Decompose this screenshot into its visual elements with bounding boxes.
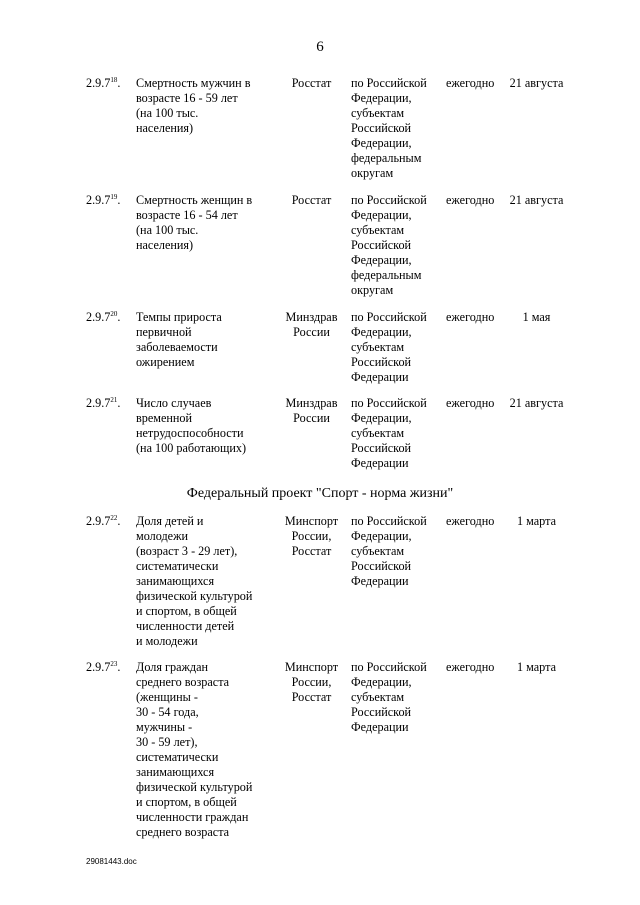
indicator-name: Темпы прироста первичной заболеваемости ожирением xyxy=(136,310,222,369)
indicator-footnote-index: 20 xyxy=(110,310,118,318)
frequency: ежегодно xyxy=(446,396,495,410)
frequency: ежегодно xyxy=(446,193,495,207)
data-source: Минздрав России xyxy=(285,310,338,339)
indicator-number: 2.9.7$^{21}$. xyxy=(86,396,121,410)
indicator-name: Смертность мужчин в возрасте 16 - 59 лет (на 100 тыс. населения) xyxy=(136,76,251,135)
indicator-name: Смертность женщин в возрасте 16 - 54 лет (на 100 тыс. населения) xyxy=(136,193,253,252)
submission-date: 21 августа xyxy=(509,193,564,207)
disaggregation-level: по Российской Федерации, субъектам Российской Федерации, федеральным округам xyxy=(351,193,427,297)
disaggregation-level: по Российской Федерации, субъектам Российской Федерации xyxy=(351,396,427,470)
frequency: ежегодно xyxy=(446,660,495,674)
indicator-footnote-index: 23 xyxy=(110,660,118,668)
indicator-number: 2.9.7$^{23}$. xyxy=(86,660,121,674)
frequency: ежегодно xyxy=(446,514,495,528)
indicator-name: Доля граждан среднего возраста (женщины - 30 - 54 года, мужчины - 30 - 59 лет), систематически занимающихся физической культурой и спортом, в общей численности граждан среднего возраста xyxy=(136,660,253,839)
indicator-footnote-index: 22 xyxy=(110,514,118,522)
document-footer: 29081443.doc xyxy=(86,857,137,866)
disaggregation-level: по Российской Федерации, субъектам Российской Федерации xyxy=(351,660,427,734)
submission-date: 21 августа xyxy=(509,396,564,410)
submission-date: 1 мая xyxy=(522,310,551,324)
indicator-name: Доля детей и молодежи (возраст 3 - 29 лет), систематически занимающихся физической культурой и спортом, в общей численности детей и молодежи xyxy=(136,514,253,648)
disaggregation-level: по Российской Федерации, субъектам Российской Федерации, федеральным округам xyxy=(351,76,427,180)
data-source: Минспорт России, Росстат xyxy=(284,514,339,558)
disaggregation-level: по Российской Федерации, субъектам Российской Федерации xyxy=(351,514,427,588)
section-title: Федеральный проект "Спорт - норма жизни" xyxy=(186,486,454,501)
indicator-number: 2.9.7$^{22}$. xyxy=(86,514,121,528)
data-source: Росстат xyxy=(291,193,332,207)
indicator-footnote-index: 21 xyxy=(110,396,118,404)
data-source: Минспорт России, Росстат xyxy=(284,660,339,704)
disaggregation-level: по Российской Федерации, субъектам Российской Федерации xyxy=(351,310,427,384)
indicator-number: 2.9.7$^{18}$. xyxy=(86,76,121,90)
indicator-footnote-index: 18 xyxy=(110,76,118,84)
indicator-number: 2.9.7$^{20}$. xyxy=(86,310,121,324)
data-source: Минздрав России xyxy=(285,396,338,425)
page-number: 6 xyxy=(316,39,324,55)
submission-date: 21 августа xyxy=(509,76,564,90)
submission-date: 1 марта xyxy=(517,660,556,674)
frequency: ежегодно xyxy=(446,310,495,324)
indicator-footnote-index: 19 xyxy=(110,193,118,201)
data-source: Росстат xyxy=(291,76,332,90)
indicator-name: Число случаев временной нетрудоспособности (на 100 работающих) xyxy=(136,396,247,455)
submission-date: 1 марта xyxy=(517,514,556,528)
frequency: ежегодно xyxy=(446,76,495,90)
indicator-number: 2.9.7$^{19}$. xyxy=(86,193,121,207)
